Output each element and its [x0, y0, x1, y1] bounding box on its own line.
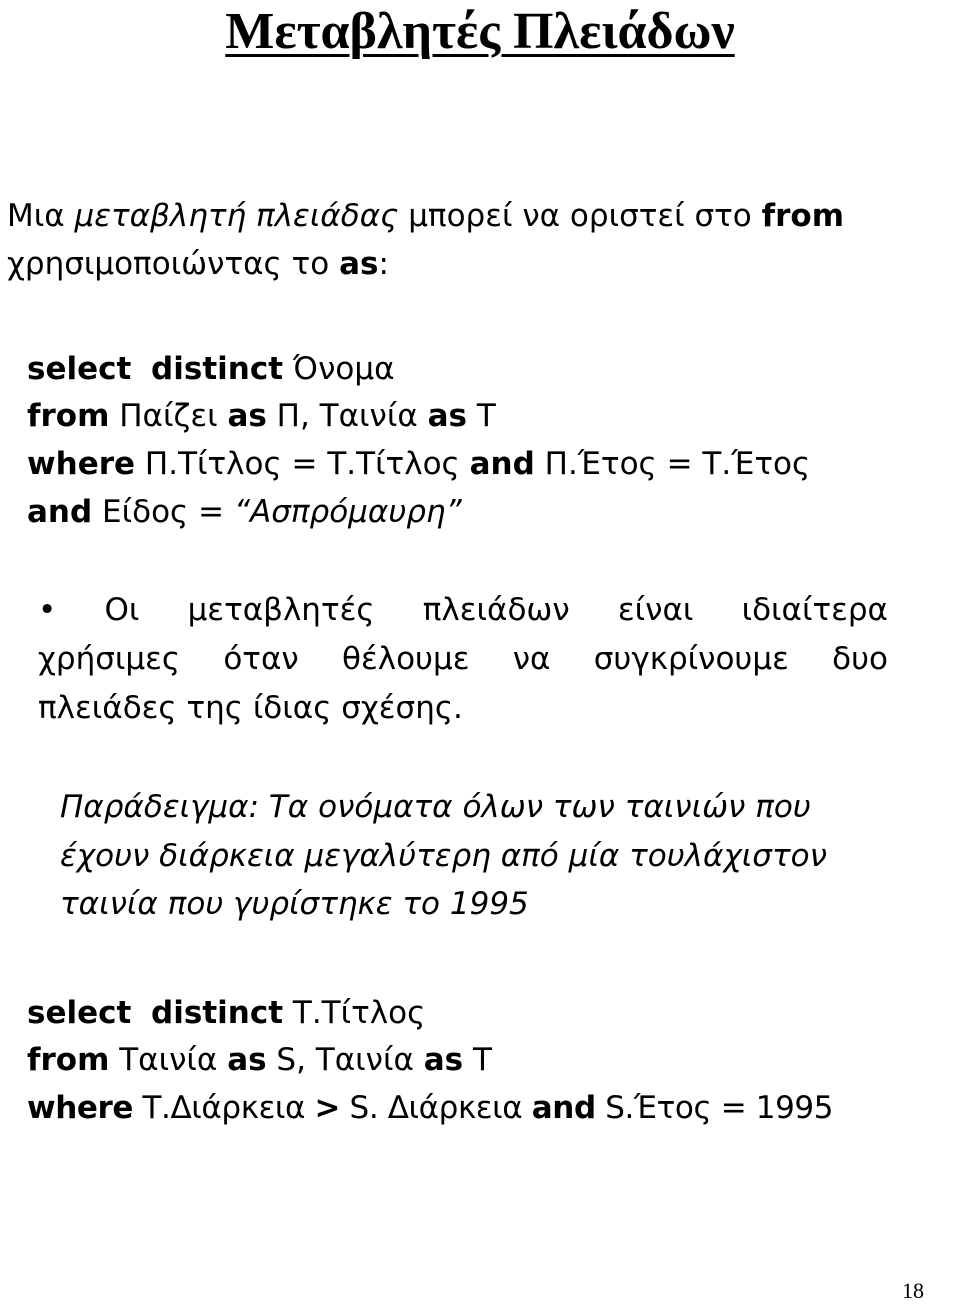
example-line-1: Παράδειγμα: Τα ονόματα όλων των ταινιών που: [60, 789, 811, 825]
query1-select-line: select distinct Όνομα: [27, 351, 395, 387]
intro-line-1: Μια μεταβλητή πλειάδας μπορεί να οριστεί στο from: [7, 198, 844, 234]
bullet-line-3: πλειάδες της ίδιας σχέσης.: [38, 690, 463, 726]
query1-and-line: and Είδος = “Ασπρόμαυρη”: [27, 494, 462, 530]
example-line-3: ταινία που γυρίστηκε το 1995: [60, 886, 529, 922]
example-line-2: έχουν διάρκεια μεγαλύτερη από μία τουλάχιστον: [60, 838, 827, 874]
page-number: 18: [902, 1278, 924, 1303]
query2-select-line: select distinct Τ.Τίτλος: [27, 995, 426, 1031]
intro-line-2: χρησιμοποιώντας το as:: [7, 246, 389, 282]
query2-from-line: from Ταινία as S, Ταινία as Τ: [27, 1042, 492, 1078]
page-title: Μεταβλητές Πλειάδων: [225, 3, 735, 60]
query1-where-line: where Π.Τίτλος = Τ.Τίτλος and Π.Έτος = Τ.Έτος: [27, 446, 811, 482]
bullet-line-2: χρήσιμες όταν θέλουμε να συγκρίνουμε δυο: [38, 641, 888, 677]
query1-from-line: from Παίζει as Π, Ταινία as Τ: [27, 398, 496, 434]
bullet-line-1: • Οι μεταβλητές πλειάδων είναι ιδιαίτερα: [38, 592, 888, 628]
query2-where-line: where Τ.Διάρκεια > S. Διάρκεια and S.Έτος = 1995: [27, 1090, 834, 1126]
